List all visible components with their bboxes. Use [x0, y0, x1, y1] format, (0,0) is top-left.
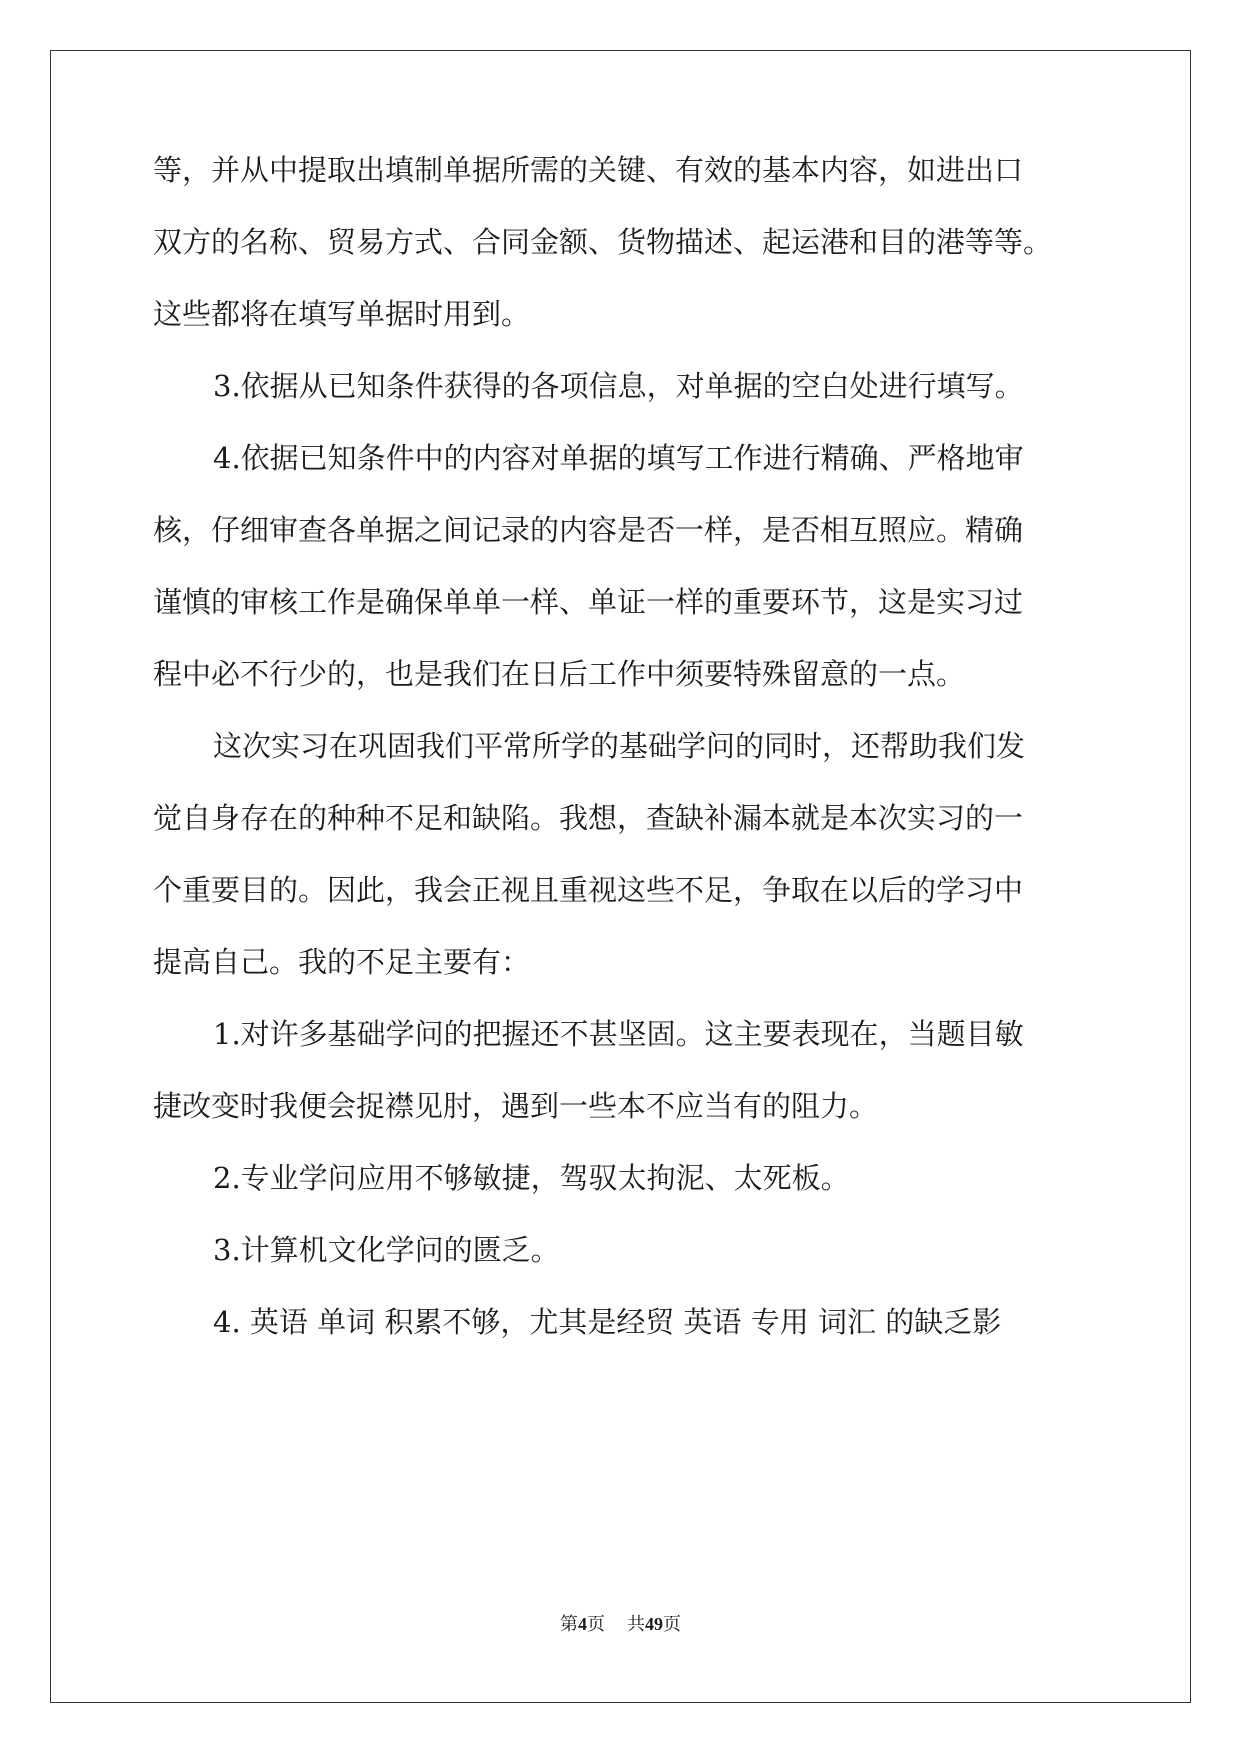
text-line: 1.对许多基础学问的把握还不甚坚固。这主要表现在，当题目敏 [213, 1017, 1024, 1051]
text-line: 2.专业学问应用不够敏捷，驾驭太拘泥、太死板。 [213, 1161, 850, 1195]
page-number-suffix: 页 [587, 1614, 605, 1634]
text-line: 4.依据已知条件中的内容对单据的填写工作进行精确、严格地审 [213, 441, 1024, 475]
page-number-prefix: 第 [560, 1614, 578, 1634]
text-line: 谨慎的审核工作是确保单单一样、单证一样的重要环节，这是实习过 [153, 585, 1024, 619]
text-line: 3.依据从已知条件获得的各项信息，对单据的空白处进行填写。 [213, 369, 1024, 403]
text-line: 这些都将在填写单据时用到。 [153, 297, 531, 331]
text-line: 等，并从中提取出填制单据所需的关键、有效的基本内容，如进出口 [153, 153, 1024, 187]
text-line: 提高自己。我的不足主要有： [153, 945, 531, 979]
text-line: 捷改变时我便会捉襟见肘，遇到一些本不应当有的阻力。 [153, 1089, 879, 1123]
text-line: 核，仔细审查各单据之间记录的内容是否一样，是否相互照应。精确 [153, 513, 1024, 547]
page-number: 4 [578, 1614, 587, 1634]
page-footer [0, 1612, 1241, 1636]
total-pages-suffix: 页 [663, 1614, 681, 1634]
text-line: 程中必不行少的，也是我们在日后工作中须要特殊留意的一点。 [153, 657, 966, 691]
total-pages: 49 [645, 1614, 663, 1634]
text-line: 觉自身存在的种种不足和缺陷。我想，查缺补漏本就是本次实习的一 [153, 801, 1024, 835]
text-line: 双方的名称、贸易方式、合同金额、货物描述、起运港和目的港等等。 [153, 225, 1053, 259]
total-pages-prefix: 共 [627, 1614, 645, 1634]
text-line: 这次实习在巩固我们平常所学的基础学问的同时，还帮助我们发 [213, 729, 1026, 763]
text-line: 4. 英语 单词 积累不够，尤其是经贸 英语 专用 词汇 的缺乏影 [213, 1305, 1002, 1339]
text-line: 3.计算机文化学问的匮乏。 [213, 1233, 560, 1267]
text-line: 个重要目的。因此，我会正视且重视这些不足，争取在以后的学习中 [153, 873, 1024, 907]
